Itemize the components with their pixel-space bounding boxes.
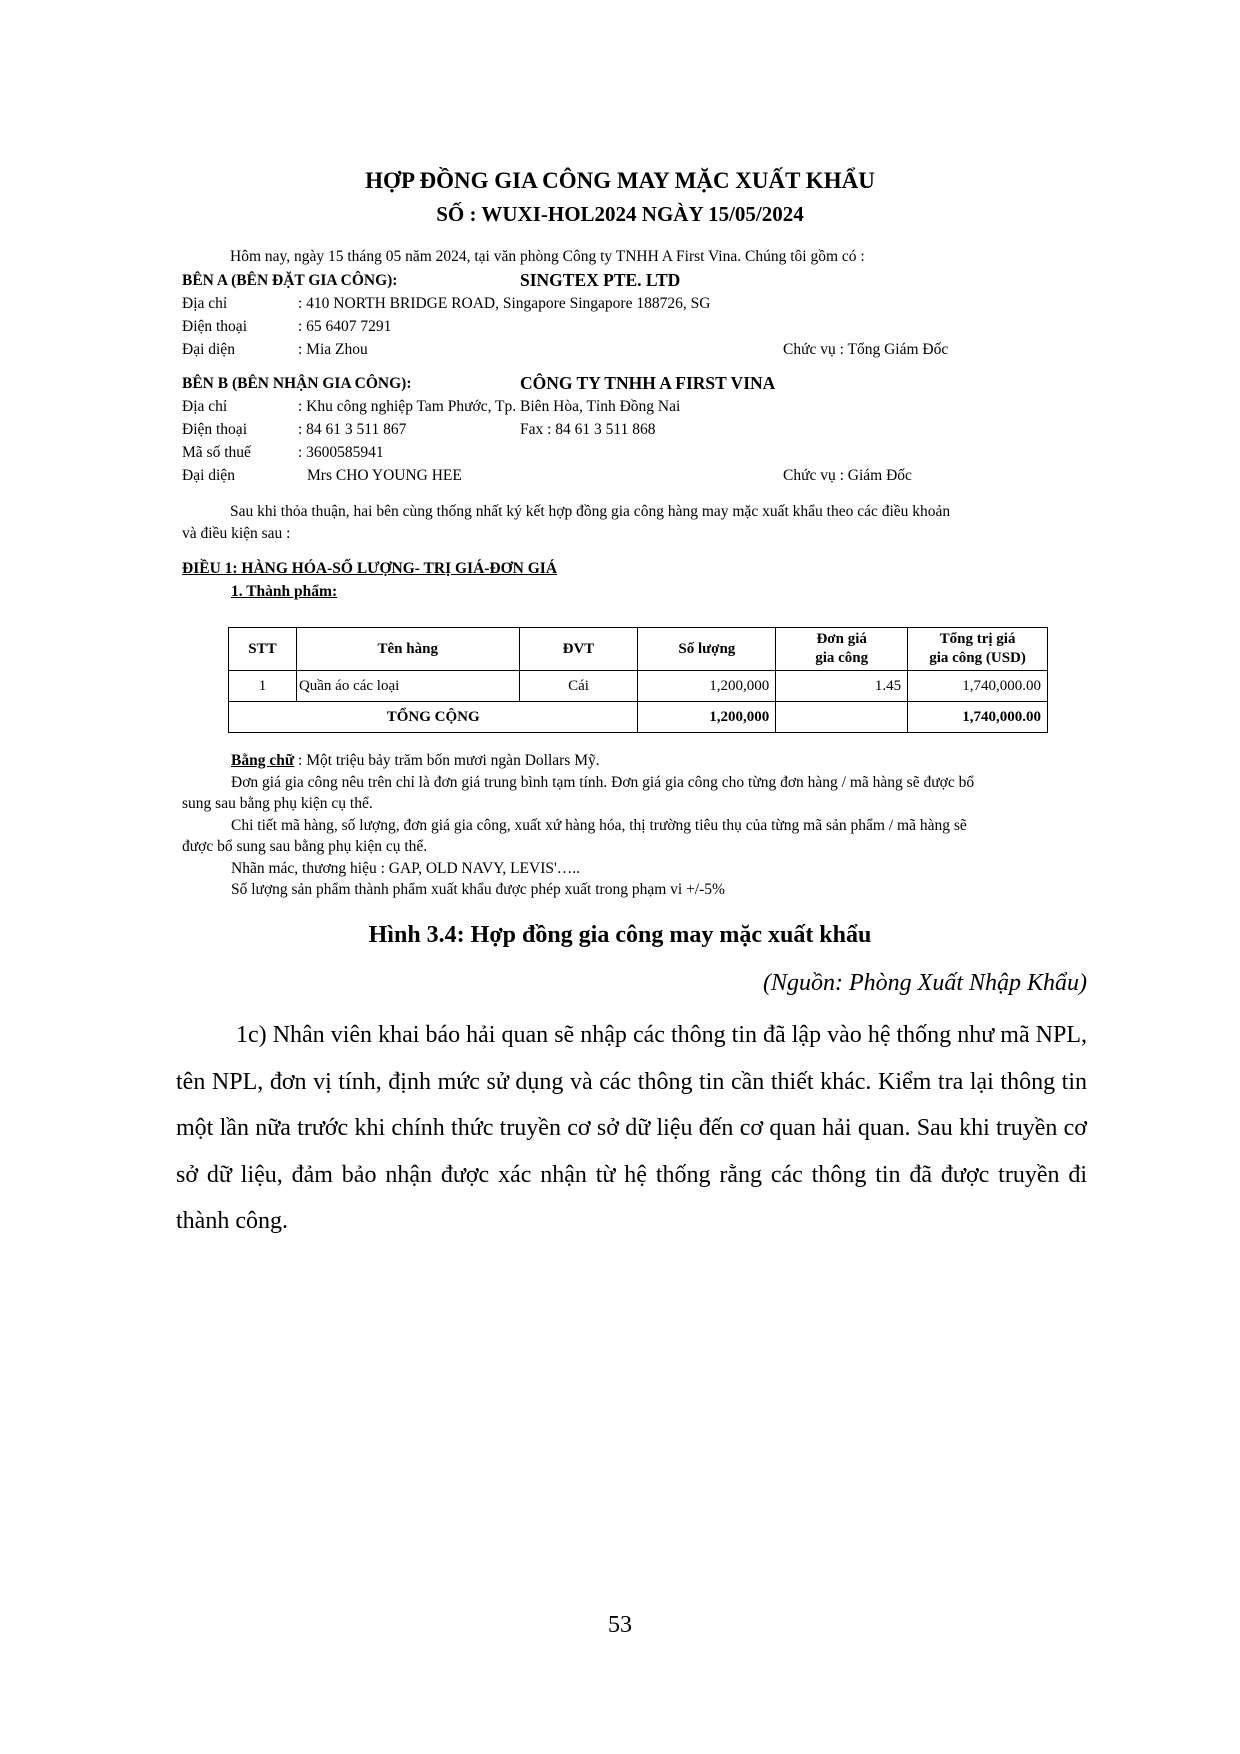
party-a-heading: BÊN A (BÊN ĐẶT GIA CÔNG): (182, 272, 398, 289)
party-b-phone-label: Điện thoại (182, 421, 247, 438)
party-a-position: Chức vụ : Tổng Giám Đốc (783, 341, 949, 358)
amount-in-words-text: : Một triệu bảy trăm bốn mươi ngàn Dollars Mỹ. (294, 752, 600, 769)
paragraph-text: 1c) Nhân viên khai báo hải quan sẽ nhập các thông tin đã lập vào hệ thống như mã NPL, tên NPL, đơn vị tính, định mức sử dụng và các thông tin cần thiết khác. Kiểm tra lại thông tin một lần nữa trước khi chính thức truyền cơ sở dữ liệu đến cơ quan hải quan. Sau khi truyền cơ sở dữ liệu, đảm bảo nhận được xác nhận từ hệ thống rằng các thông tin đã được truyền đi thành công. (176, 1022, 1087, 1234)
party-a-phone-label: Điện thoại (182, 318, 247, 335)
party-b-heading: BÊN B (BÊN NHẬN GIA CÔNG): (182, 375, 412, 392)
row-quantity: 1,200,000 (638, 671, 776, 702)
party-a-address-label: Địa chỉ (182, 295, 228, 312)
party-b-fax: Fax : 84 61 3 511 868 (520, 421, 656, 438)
sum-total: 1,740,000.00 (908, 702, 1048, 733)
note-4: Số lượng sản phẩm thành phẩm xuất khẩu được phép xuất trong phạm vi +/-5% (231, 881, 725, 898)
party-b-position: Chức vụ : Giám Đốc (783, 467, 912, 484)
party-b-rep-label: Đại diện (182, 467, 235, 484)
row-unit: Cái (519, 671, 638, 702)
row-stt: 1 (229, 671, 297, 702)
header-total (908, 628, 1048, 671)
contract-number: SỐ : WUXI-HOL2024 NGÀY 15/05/2024 (436, 202, 804, 226)
table-sum-row (229, 702, 1048, 733)
sum-label: TỔNG CỘNG (229, 702, 638, 733)
header-unit-price-line-2: gia công (815, 650, 869, 666)
row-total: 1,740,000.00 (908, 671, 1048, 702)
section-1-heading: 1. Thành phẩm: (231, 583, 338, 600)
header-total-line-2: gia công (USD) (929, 650, 1026, 666)
party-a-rep: : Mia Zhou (298, 341, 368, 358)
header-total-line-1: Tổng trị giá (939, 631, 1016, 647)
header-unit-price-line-1: Đơn giá (816, 631, 867, 647)
party-b-tax-label: Mã số thuế (182, 444, 251, 461)
party-a-name: SINGTEX PTE. LTD (520, 270, 681, 290)
amount-in-words-label: Bằng chữ (231, 752, 295, 769)
header-quantity: Số lượng (638, 628, 776, 671)
note-1-line-2: sung sau bằng phụ kiện cụ thể. (182, 795, 373, 812)
party-b-name: CÔNG TY TNHH A FIRST VINA (520, 373, 776, 393)
table-header-row (229, 628, 1048, 671)
party-a-address: : 410 NORTH BRIDGE ROAD, Singapore Singapore 188726, SG (298, 295, 711, 312)
figure-source: (Nguồn: Phòng Xuất Nhập Khẩu) (763, 970, 1087, 996)
header-name: Tên hàng (296, 628, 519, 671)
body-paragraph (176, 1012, 1087, 1245)
header-unit: ĐVT (519, 628, 638, 671)
contract-intro: Hôm nay, ngày 15 tháng 05 năm 2024, tại văn phòng Công ty TNHH A First Vina. Chúng tôi gồm có : (230, 248, 865, 265)
header-stt: STT (229, 628, 297, 671)
header-unit-price (776, 628, 908, 671)
row-unit-price: 1.45 (776, 671, 908, 702)
figure-caption: Hình 3.4: Hợp đồng gia công may mặc xuất khẩu (368, 922, 872, 948)
sum-unit-price-empty (776, 702, 908, 733)
amount-in-words (231, 752, 600, 770)
contract-title: HỢP ĐỒNG GIA CÔNG MAY MẶC XUẤT KHẨU (365, 168, 875, 193)
article-1-heading: ĐIỀU 1: HÀNG HÓA-SỐ LƯỢNG- TRỊ GIÁ-ĐƠN GIÁ (182, 560, 558, 577)
party-a-phone: : 65 6407 7291 (298, 318, 392, 335)
note-1-line-1: Đơn giá gia công nêu trên chỉ là đơn giá trung bình tạm tính. Đơn giá gia công cho từng đơn hàng / mã hàng sẽ được bổ (231, 774, 975, 791)
row-name: Quần áo các loại (296, 671, 519, 702)
party-b-address: : Khu công nghiệp Tam Phước, Tp. Biên Hòa, Tỉnh Đồng Nai (298, 398, 681, 415)
party-b-address-label: Địa chỉ (182, 398, 228, 415)
table-row (229, 671, 1048, 702)
sum-quantity: 1,200,000 (638, 702, 776, 733)
agreement-line-2: và điều kiện sau : (182, 525, 291, 542)
note-2-line-2: được bổ sung sau bằng phụ kiện cụ thể. (182, 838, 428, 855)
note-2-line-1: Chi tiết mã hàng, số lượng, đơn giá gia công, xuất xứ hàng hóa, thị trường tiêu thụ của từng mã sản phẩm / mã hàng sẽ (231, 817, 967, 834)
party-b-phone: : 84 61 3 511 867 (298, 421, 407, 438)
party-b-tax: : 3600585941 (298, 444, 384, 461)
page-number: 53 (608, 1612, 632, 1638)
party-a-rep-label: Đại diện (182, 341, 235, 358)
agreement-line-1: Sau khi thỏa thuận, hai bên cùng thống nhất ký kết hợp đồng gia công hàng may mặc xuất khẩu theo các điều khoản (230, 503, 951, 520)
note-3: Nhãn mác, thương hiệu : GAP, OLD NAVY, LEVIS'….. (231, 860, 581, 877)
party-b-rep: Mrs CHO YOUNG HEE (307, 467, 462, 484)
goods-table (228, 627, 1048, 733)
